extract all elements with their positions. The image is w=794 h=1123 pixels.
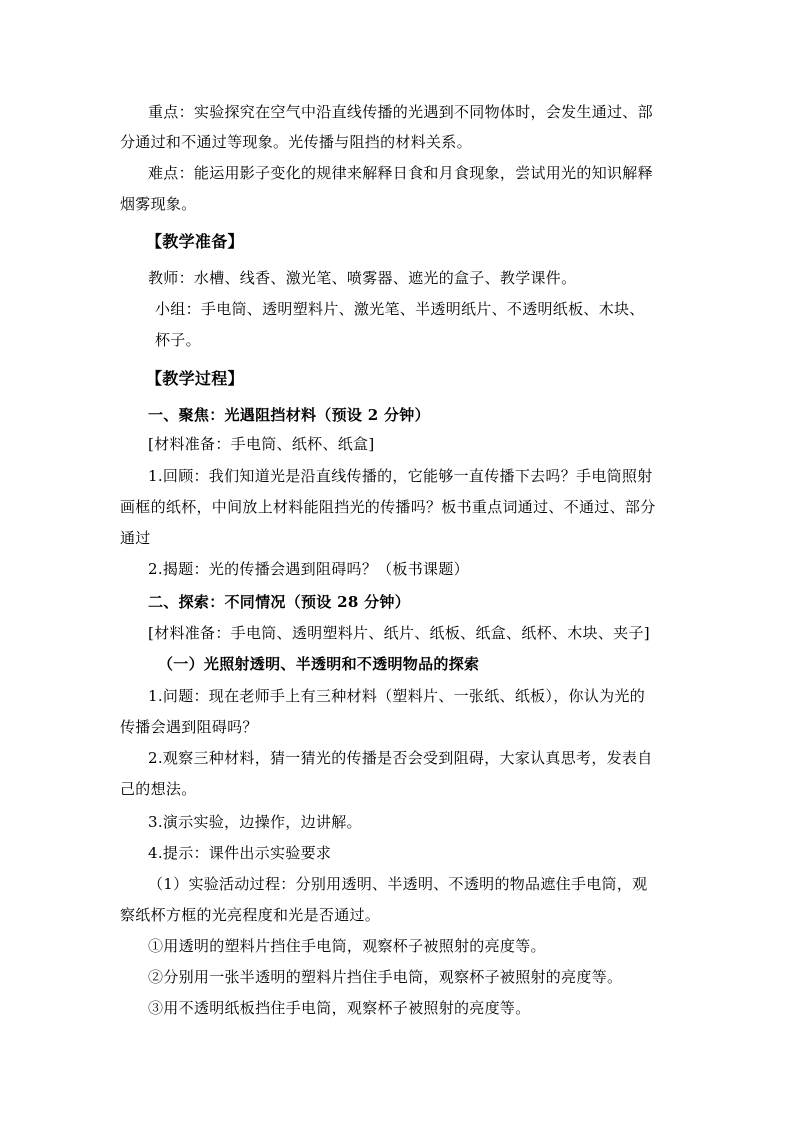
part2-item2-line-1: 2.观察三种材料，猜一猜光的传播是否会受到阻碍，大家认真思考，发表自	[148, 749, 653, 767]
prep-group-line-1: 小组：手电筒、透明塑料片、激光笔、半透明纸片、不透明纸板、木块、	[155, 300, 645, 318]
part2-item1-line-1: 1.问题：现在老师手上有三种材料（塑料片、一张纸、纸板），你认为光的	[148, 687, 646, 705]
part2-sub1-line-2: 察纸杯方框的光亮程度和光是否通过。	[120, 906, 381, 924]
part2-item2-line-2: 己的想法。	[120, 780, 197, 798]
part1-item2: 2.揭题：光的传播会遇到阻碍吗？（板书课题）	[148, 560, 469, 578]
part2-item1-line-2: 传播会遇到阻碍吗？	[120, 718, 258, 736]
part2-title: 二、探索：不同情况（预设 28 分钟）	[148, 593, 411, 611]
part1-item1-line-3: 通过	[120, 529, 151, 547]
part1-item1-line-2: 画框的纸杯，中间放上材料能阻挡光的传播吗？板书重点词通过、不通过、部分	[120, 498, 656, 516]
key-points-line-1: 重点：实验探究在空气中沿直线传播的光遇到不同物体时，会发生通过、部	[148, 103, 653, 121]
part2-step-1: ①用透明的塑料片挡住手电筒，观察杯子被照射的亮度等。	[148, 937, 546, 955]
prep-heading: 【教学准备】	[146, 232, 244, 251]
part2-sub1-line-1: （1）实验活动过程：分别用透明、半透明、不透明的物品遮住手电筒，观	[148, 875, 648, 893]
part2-materials: [材料准备：手电筒、透明塑料片、纸片、纸板、纸盒、纸杯、木块、夹子]	[148, 624, 650, 642]
part1-item1-line-1: 1.回顾：我们知道光是沿直线传播的，它能够一直传播下去吗？手电筒照射	[148, 467, 653, 485]
difficult-points-line-1: 难点：能运用影子变化的规律来解释日食和月食现象，尝试用光的知识解释	[148, 164, 653, 182]
part2-item3: 3.演示实验，边操作，边讲解。	[148, 813, 362, 831]
process-heading: 【教学过程】	[146, 369, 244, 388]
part1-title: 一、聚焦：光遇阻挡材料（预设 2 分钟）	[148, 406, 430, 424]
difficult-points-line-2: 烟雾现象。	[120, 195, 197, 213]
prep-teacher: 教师：水槽、线香、激光笔、喷雾器、遮光的盒子、教学课件。	[148, 269, 577, 287]
part1-materials: [材料准备：手电筒、纸杯、纸盒]	[148, 435, 375, 453]
part2-step-3: ③用不透明纸板挡住手电筒，观察杯子被照射的亮度等。	[148, 999, 531, 1017]
prep-group-line-2: 杯子。	[155, 331, 201, 349]
part2-item4: 4.提示：课件出示实验要求	[148, 844, 332, 862]
part2-step-2: ②分别用一张半透明的塑料片挡住手电筒，观察杯子被照射的亮度等。	[148, 968, 623, 986]
key-points-line-2: 分通过和不通过等现象。光传播与阻挡的材料关系。	[120, 133, 472, 151]
part2-subtitle: （一）光照射透明、半透明和不透明物品的探索	[158, 655, 480, 673]
